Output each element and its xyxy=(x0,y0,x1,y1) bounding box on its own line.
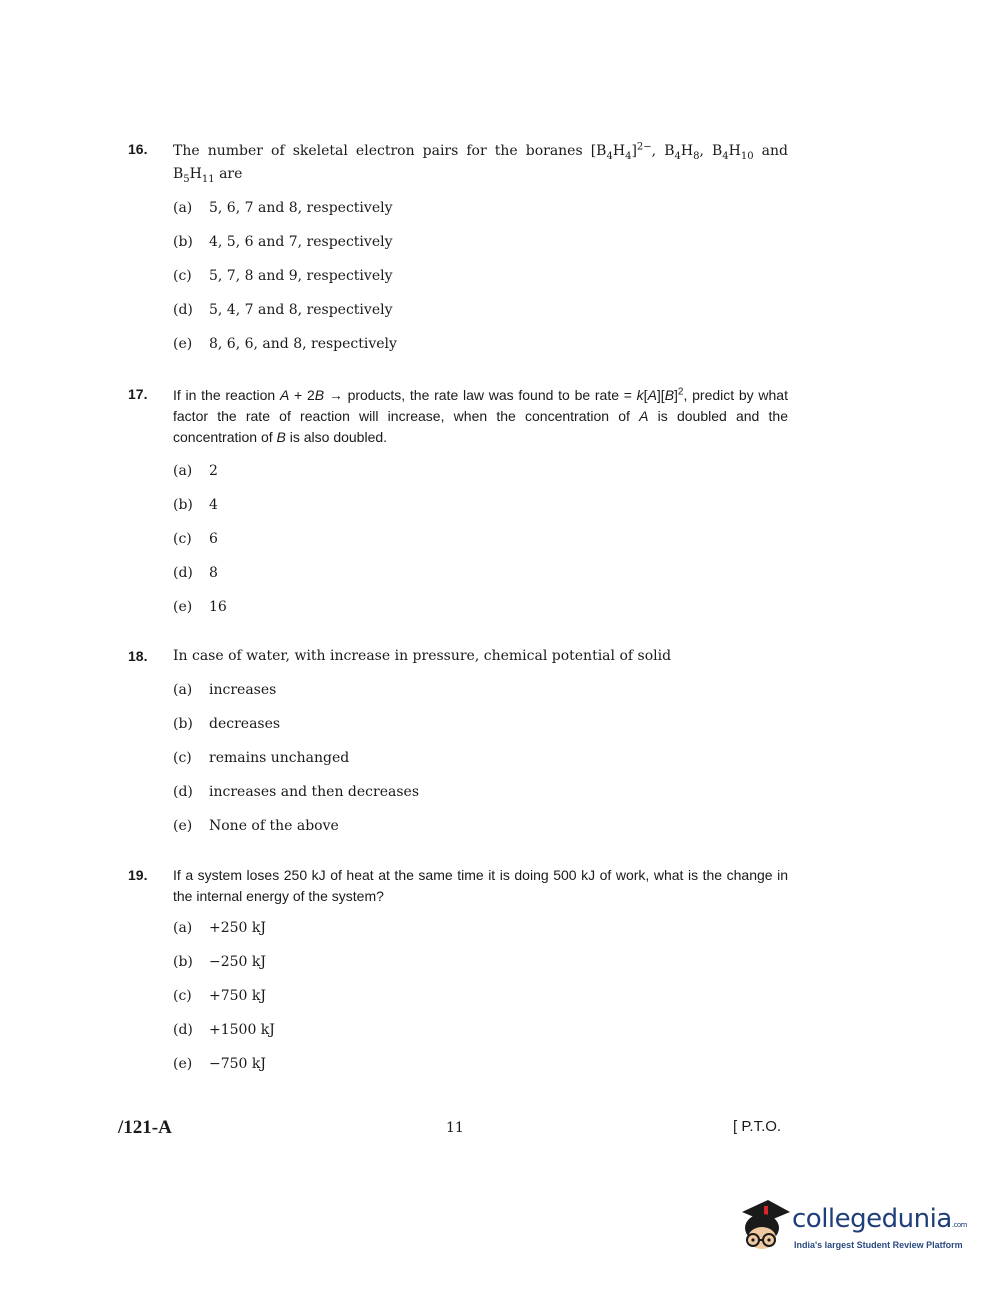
option-a: (a) +250 kJ xyxy=(173,920,266,936)
question-text: In case of water, with increase in pressure, chemical potential of solid xyxy=(173,648,672,664)
option-a: (a) increases xyxy=(173,682,277,698)
option-d: (d) increases and then decreases xyxy=(173,784,419,800)
collegedunia-watermark xyxy=(738,1198,967,1260)
option-c: (c) +750 kJ xyxy=(173,988,266,1004)
option-c: (c) remains unchanged xyxy=(173,750,350,766)
brand-name: collegedunia.com xyxy=(792,1204,967,1234)
option-b: (b) decreases xyxy=(173,716,281,732)
option-a: (a) 5, 6, 7 and 8, respectively xyxy=(173,200,393,216)
paper-code: /121-A xyxy=(118,1117,172,1138)
option-d: (d) 5, 4, 7 and 8, respectively xyxy=(173,302,393,318)
pto-marker: [ P.T.O. xyxy=(733,1118,782,1135)
question-number: 16. xyxy=(128,141,148,157)
option-b: (b) −250 kJ xyxy=(173,954,266,970)
option-c: (c) 6 xyxy=(173,531,218,547)
option-a: (a) 2 xyxy=(173,463,218,479)
option-d: (d) +1500 kJ xyxy=(173,1022,275,1038)
question-number: 18. xyxy=(128,648,148,664)
brand-tagline: India's largest Student Review Platform xyxy=(794,1240,963,1250)
option-e: (e) 16 xyxy=(173,599,227,615)
question-text: If a system loses 250 kJ of heat at the same time it is doing 500 kJ of work, what is the change in the internal energy of the system? xyxy=(173,867,788,904)
option-e: (e) −750 kJ xyxy=(173,1056,266,1072)
option-b: (b) 4 xyxy=(173,497,218,513)
option-c: (c) 5, 7, 8 and 9, respectively xyxy=(173,268,393,284)
student-mascot-icon xyxy=(738,1198,794,1260)
question-number: 19. xyxy=(128,867,148,883)
option-e: (e) None of the above xyxy=(173,818,339,834)
question-text: The number of skeletal electron pairs for the boranes $[B_4H_4]^{2-}$, $B_4H_8$, $B_4H_{10}$ and $B_5H_{11}$ are xyxy=(173,141,788,185)
question-text: If in the reaction A + 2B → products, the rate law was found to be rate = $k[A][B]^2$, predict by what factor the rate of reaction will increase, when the concentration of A is doubled and the concentration of B is also doubled. xyxy=(173,386,788,445)
option-e: (e) 8, 6, 6, and 8, respectively xyxy=(173,336,397,352)
question-number: 17. xyxy=(128,386,148,402)
page-number: 11 xyxy=(446,1120,464,1136)
option-d: (d) 8 xyxy=(173,565,218,581)
option-b: (b) 4, 5, 6 and 7, respectively xyxy=(173,234,393,250)
